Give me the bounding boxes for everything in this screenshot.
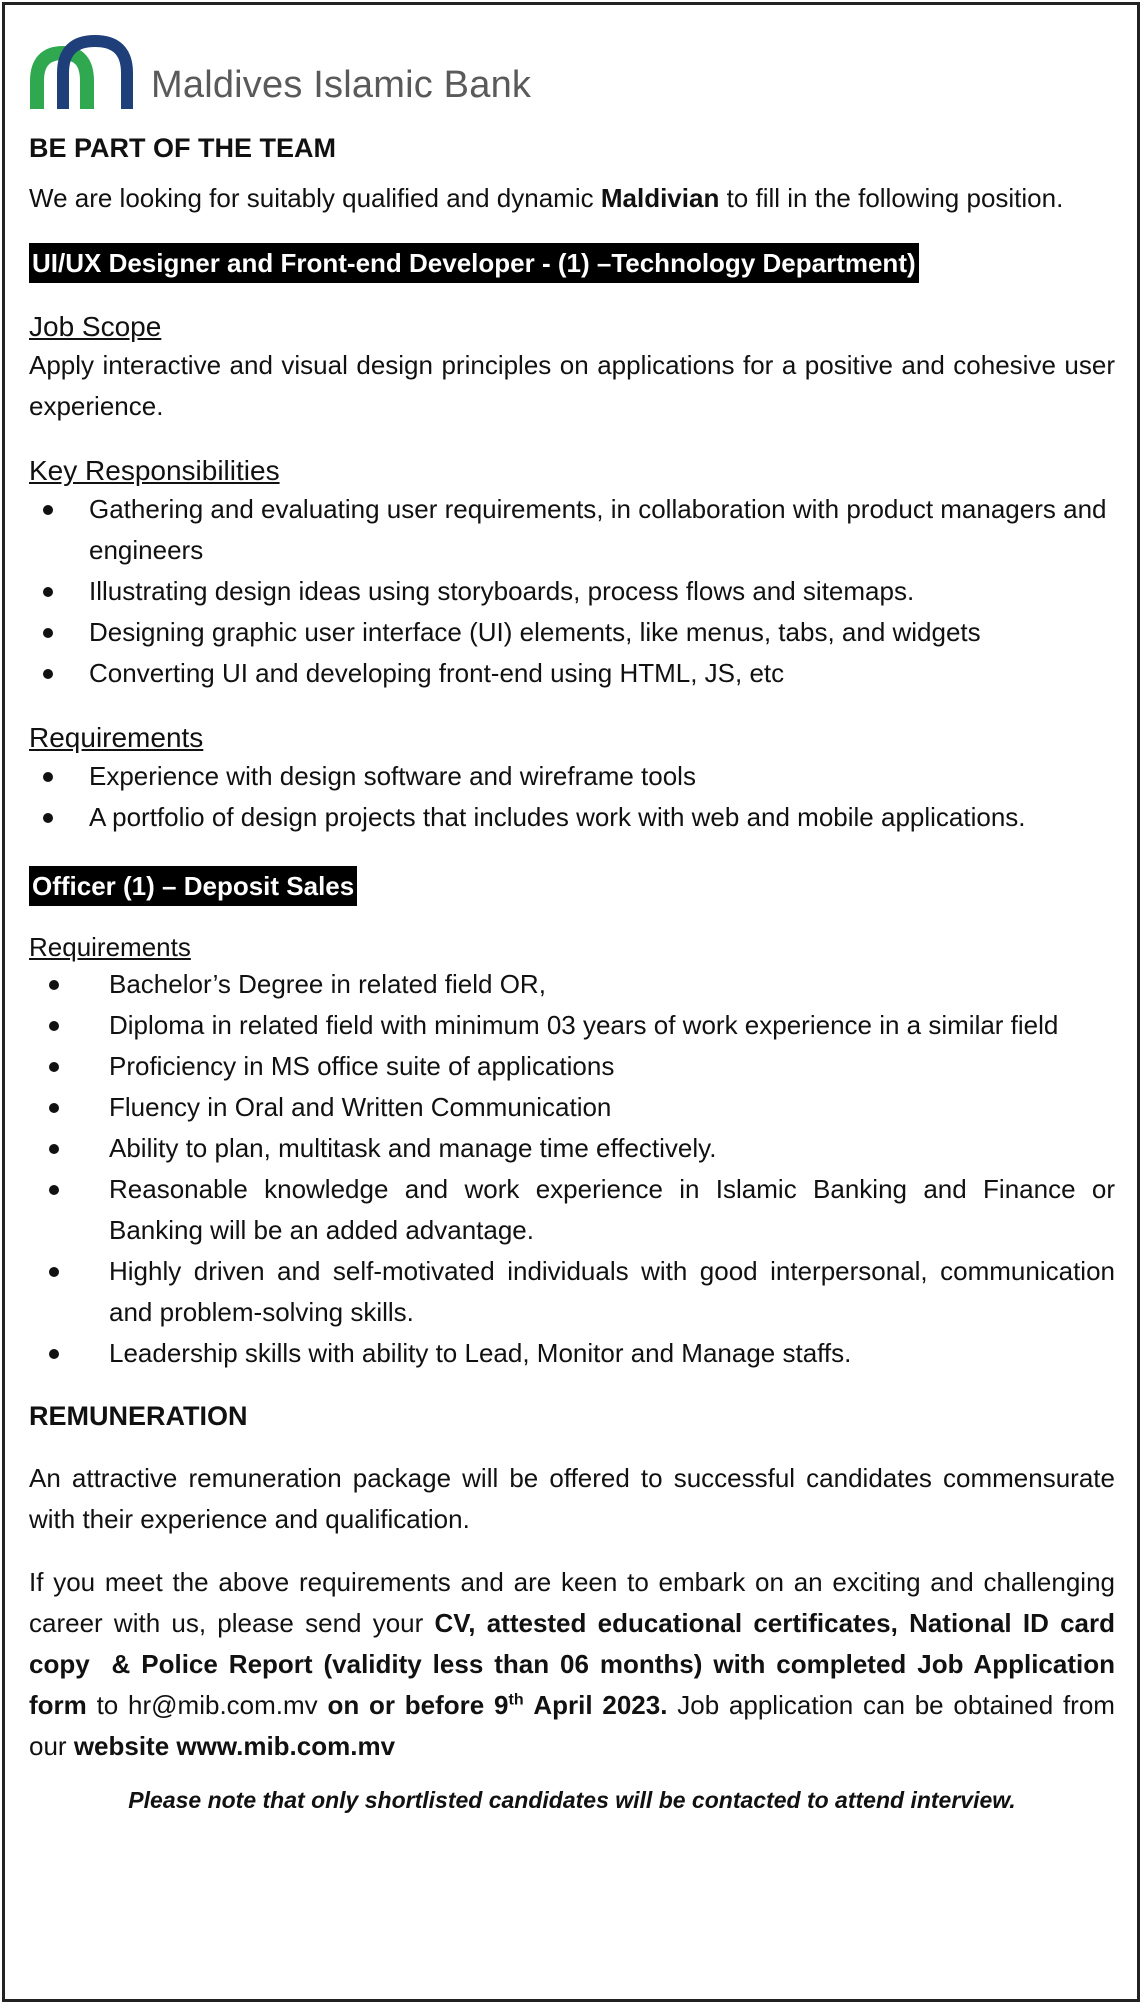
list-item: Designing graphic user interface (UI) elements, like menus, tabs, and widgets (29, 612, 1115, 653)
job2-title-banner: Officer (1) – Deposit Sales (29, 866, 357, 906)
job1-scope-text: Apply interactive and visual design principles on applications for a positive and cohesive user experience. (29, 350, 1115, 421)
list-item: Experience with design software and wireframe tools (29, 756, 1115, 797)
intro-bold: Maldivian (600, 183, 720, 213)
website-link[interactable]: website www.mib.com.mv (73, 1731, 396, 1761)
bank-name: Maldives Islamic Bank (151, 64, 532, 106)
list-item: Highly driven and self-motivated individuals with good interpersonal, communication and problem-solving skills. (29, 1251, 1115, 1333)
list-item: Illustrating design ideas using storyboards, process flows and sitemaps. (29, 571, 1115, 612)
email-link[interactable]: hr@mib.com.mv (128, 1690, 318, 1720)
list-item: Converting UI and developing front-end using HTML, JS, etc (29, 653, 1115, 694)
remuneration-text: An attractive remuneration package will be offered to successful candidates commensurate with their experience and qualification. (29, 1463, 1115, 1534)
page-headline: BE PART OF THE TEAM (29, 133, 336, 163)
job1-req-heading: Requirements (29, 722, 204, 753)
list-item: A portfolio of design projects that includes work with web and mobile applications. (29, 797, 1115, 838)
job1-requirements-list (29, 756, 1115, 838)
list-item: Diploma in related field with minimum 03 years of work experience in a similar field (29, 1005, 1115, 1046)
remuneration-heading: REMUNERATION (29, 1401, 248, 1431)
job1-responsibilities-list (29, 489, 1115, 694)
apply-paragraph: If you meet the above requirements and are keen to embark on an exciting and challenging career with us, please send your CV, attested educational certificates, National ID card copy & Police Report (validity less than 06 months) with completed Job Application form to hr@mib.com.mv on or before 9th April 2023. Job application can be obtained from our website www.mib.com.mv (29, 1567, 1115, 1761)
list-item: Fluency in Oral and Written Communication (29, 1087, 1115, 1128)
document-frame (2, 2, 1140, 2002)
job1-resp-heading: Key Responsibilities (29, 455, 280, 486)
job1-title-banner: UI/UX Designer and Front-end Developer - (1) –Technology Department) (29, 243, 919, 283)
job2-requirements-list (29, 964, 1115, 1374)
shortlist-note: Please note that only shortlisted candidates will be contacted to attend interview. (128, 1787, 1016, 1813)
intro-paragraph: We are looking for suitably qualified and dynamic Maldivian to fill in the following position. (29, 183, 1064, 213)
mib-logo-icon (29, 33, 141, 111)
list-item: Proficiency in MS office suite of applications (29, 1046, 1115, 1087)
job2-req-heading: Requirements (29, 932, 191, 962)
logo (29, 27, 1115, 111)
list-item: Leadership skills with ability to Lead, Monitor and Manage staffs. (29, 1333, 1115, 1374)
list-item: Bachelor’s Degree in related field OR, (29, 964, 1115, 1005)
document-content (29, 27, 1115, 1814)
list-item: Ability to plan, multitask and manage time effectively. (29, 1128, 1115, 1169)
list-item: Reasonable knowledge and work experience in Islamic Banking and Finance or Banking will be an added advantage. (29, 1169, 1115, 1251)
job1-scope-heading: Job Scope (29, 311, 162, 342)
list-item: Gathering and evaluating user requirements, in collaboration with product managers and engineers (29, 489, 1115, 571)
